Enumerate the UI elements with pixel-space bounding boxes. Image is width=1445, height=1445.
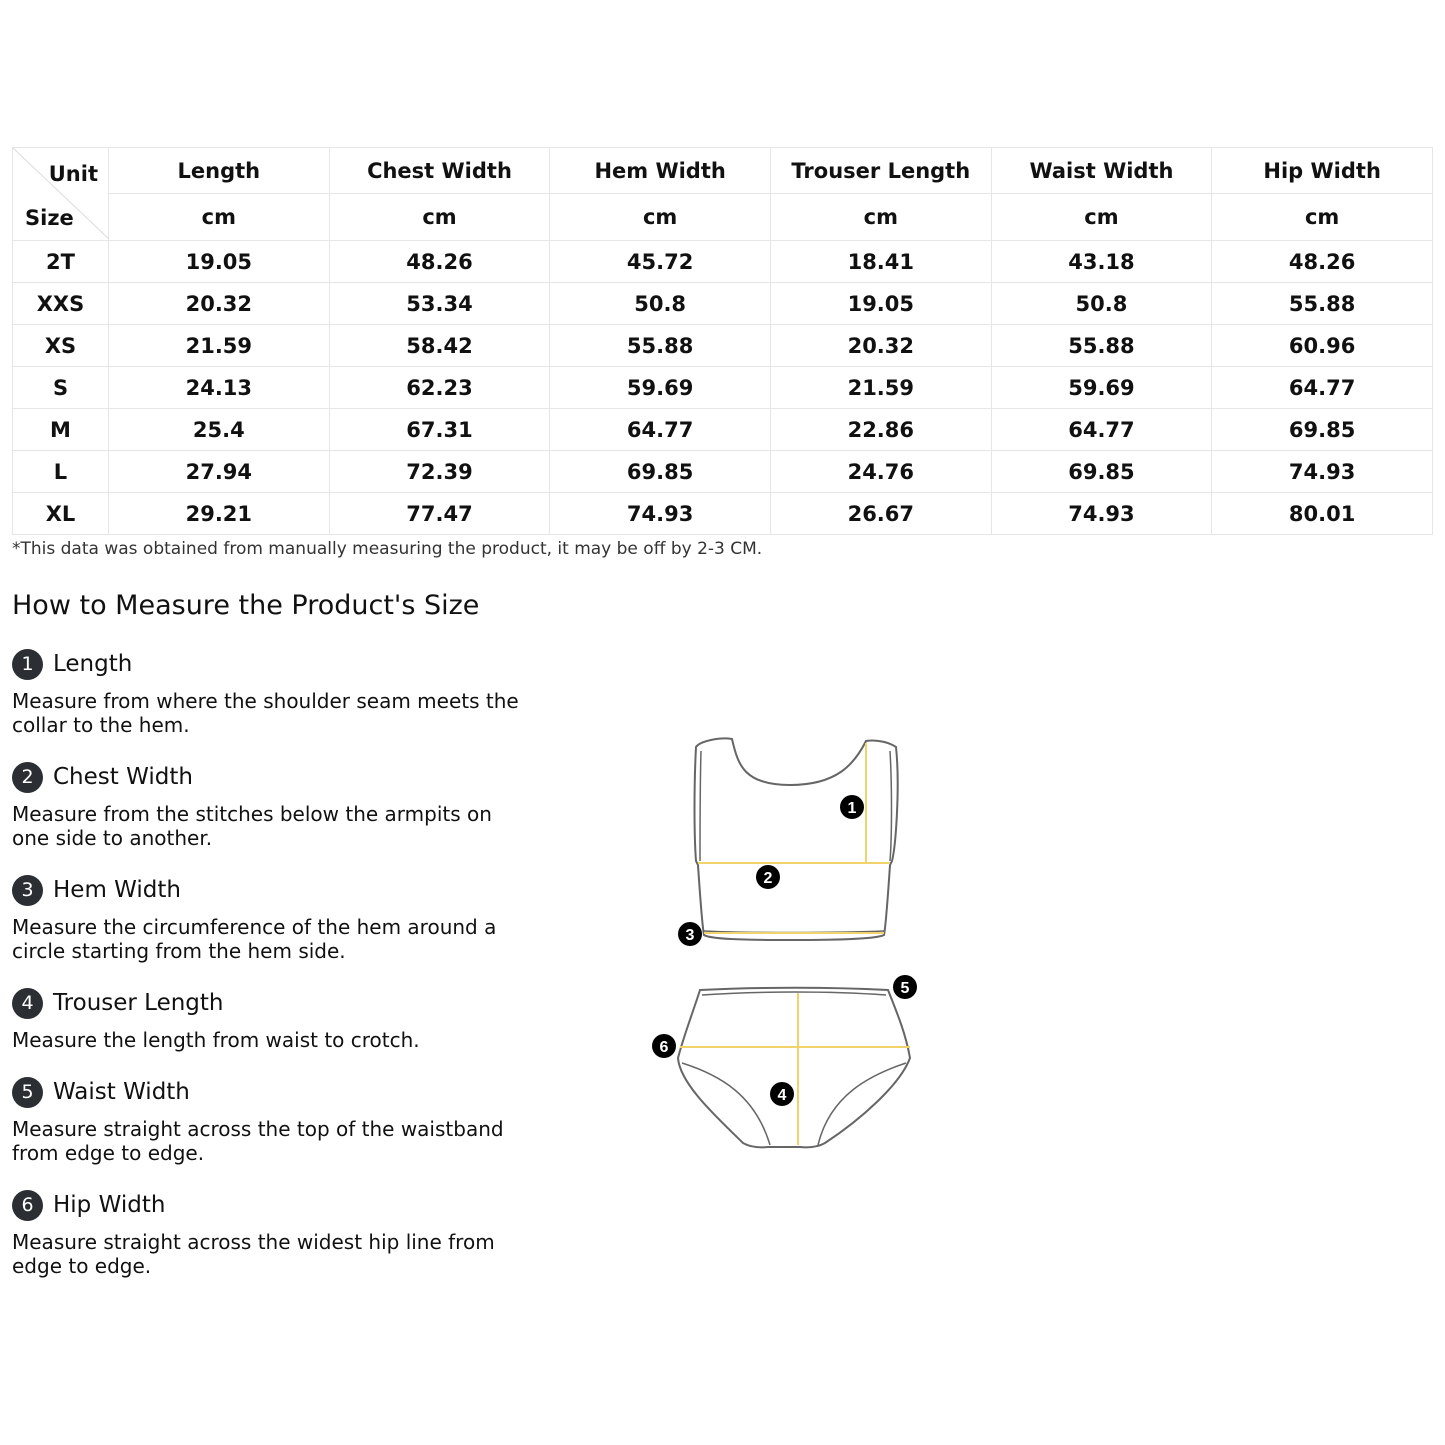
step-number-badge: 2 xyxy=(12,762,43,793)
value-cell: 25.4 xyxy=(109,409,330,451)
value-cell: 69.85 xyxy=(991,451,1212,493)
size-cell: L xyxy=(13,451,109,493)
value-cell: 29.21 xyxy=(109,493,330,535)
step-description: Measure from the stitches below the armpits on one side to another. xyxy=(12,802,492,850)
step-header xyxy=(12,873,532,907)
step-description: Measure straight across the top of the waistband from edge to edge. xyxy=(12,1117,504,1165)
step-title: Chest Width xyxy=(53,764,193,790)
table-row xyxy=(13,241,1433,283)
step-title: Hip Width xyxy=(53,1192,166,1218)
step-number-badge: 6 xyxy=(12,1190,43,1221)
unit-cell: cm xyxy=(550,194,771,241)
marker-6 xyxy=(652,1034,676,1058)
svg-text:3: 3 xyxy=(685,927,695,944)
step-description: Measure straight across the widest hip line from edge to edge. xyxy=(12,1230,495,1278)
step-header xyxy=(12,647,532,681)
value-cell: 22.86 xyxy=(770,409,991,451)
value-cell: 55.88 xyxy=(991,325,1212,367)
column-header: Waist Width xyxy=(991,148,1212,194)
marker-2 xyxy=(756,865,780,889)
measure-step xyxy=(12,647,532,737)
table-body xyxy=(13,241,1433,535)
step-header xyxy=(12,1075,532,1109)
column-header: Hip Width xyxy=(1212,148,1433,194)
value-cell: 53.34 xyxy=(329,283,550,325)
value-cell: 74.93 xyxy=(991,493,1212,535)
size-table xyxy=(12,147,1433,535)
step-number-badge: 4 xyxy=(12,988,43,1019)
unit-cell: cm xyxy=(1212,194,1433,241)
value-cell: 60.96 xyxy=(1212,325,1433,367)
column-header: Length xyxy=(109,148,330,194)
step-number-badge: 3 xyxy=(12,875,43,906)
value-cell: 77.47 xyxy=(329,493,550,535)
value-cell: 55.88 xyxy=(1212,283,1433,325)
value-cell: 50.8 xyxy=(991,283,1212,325)
value-cell: 45.72 xyxy=(550,241,771,283)
value-cell: 50.8 xyxy=(550,283,771,325)
value-cell: 43.18 xyxy=(991,241,1212,283)
value-cell: 19.05 xyxy=(770,283,991,325)
size-cell: M xyxy=(13,409,109,451)
step-title: Trouser Length xyxy=(53,990,224,1016)
value-cell: 19.05 xyxy=(109,241,330,283)
size-cell: S xyxy=(13,367,109,409)
table-row xyxy=(13,325,1433,367)
step-description: Measure from where the shoulder seam meets the collar to the hem. xyxy=(12,689,519,737)
step-title: Length xyxy=(53,651,133,677)
step-number-badge: 5 xyxy=(12,1077,43,1108)
value-cell: 20.32 xyxy=(770,325,991,367)
value-cell: 62.23 xyxy=(329,367,550,409)
value-cell: 24.76 xyxy=(770,451,991,493)
size-cell: XS xyxy=(13,325,109,367)
value-cell: 55.88 xyxy=(550,325,771,367)
garment-diagram xyxy=(640,725,930,1155)
column-header: Chest Width xyxy=(329,148,550,194)
table-corner-cell xyxy=(13,148,109,241)
value-cell: 69.85 xyxy=(1212,409,1433,451)
step-title: Waist Width xyxy=(53,1079,190,1105)
size-cell: XL xyxy=(13,493,109,535)
value-cell: 26.67 xyxy=(770,493,991,535)
marker-3 xyxy=(678,922,702,946)
step-header xyxy=(12,760,532,794)
svg-text:5: 5 xyxy=(900,980,910,997)
step-description: Measure the circumference of the hem around a circle starting from the hem side. xyxy=(12,915,497,963)
svg-text:1: 1 xyxy=(847,800,857,817)
corner-size-label: Size xyxy=(25,206,74,230)
marker-4 xyxy=(770,1082,794,1106)
step-title: Hem Width xyxy=(53,877,181,903)
value-cell: 74.93 xyxy=(1212,451,1433,493)
step-number-badge: 1 xyxy=(12,649,43,680)
column-header: Trouser Length xyxy=(770,148,991,194)
table-row xyxy=(13,409,1433,451)
corner-unit-label: Unit xyxy=(48,162,98,186)
marker-5 xyxy=(893,975,917,999)
table-row xyxy=(13,493,1433,535)
unit-cell: cm xyxy=(109,194,330,241)
measurement-note: *This data was obtained from manually measuring the product, it may be off by 2-3 CM. xyxy=(12,539,763,559)
table-row xyxy=(13,283,1433,325)
value-cell: 21.59 xyxy=(770,367,991,409)
svg-text:4: 4 xyxy=(777,1087,787,1104)
unit-cell: cm xyxy=(329,194,550,241)
measure-step xyxy=(12,873,532,963)
step-header xyxy=(12,986,532,1020)
value-cell: 48.26 xyxy=(1212,241,1433,283)
step-header xyxy=(12,1188,532,1222)
value-cell: 74.93 xyxy=(550,493,771,535)
unit-cell: cm xyxy=(991,194,1212,241)
value-cell: 72.39 xyxy=(329,451,550,493)
value-cell: 21.59 xyxy=(109,325,330,367)
measure-step xyxy=(12,1188,532,1278)
how-to-measure-title: How to Measure the Product's Size xyxy=(12,590,480,621)
value-cell: 48.26 xyxy=(329,241,550,283)
column-header: Hem Width xyxy=(550,148,771,194)
value-cell: 69.85 xyxy=(550,451,771,493)
unit-cell: cm xyxy=(770,194,991,241)
value-cell: 80.01 xyxy=(1212,493,1433,535)
svg-text:6: 6 xyxy=(659,1039,669,1056)
measure-step xyxy=(12,986,532,1052)
size-cell: 2T xyxy=(13,241,109,283)
measure-step xyxy=(12,1075,532,1165)
bottom-garment-outline xyxy=(678,988,910,1148)
measure-step xyxy=(12,760,532,850)
value-cell: 20.32 xyxy=(109,283,330,325)
value-cell: 64.77 xyxy=(1212,367,1433,409)
step-description: Measure the length from waist to crotch. xyxy=(12,1028,420,1052)
value-cell: 58.42 xyxy=(329,325,550,367)
top-garment-outline xyxy=(695,738,898,940)
marker-1 xyxy=(840,795,864,819)
table-row xyxy=(13,367,1433,409)
value-cell: 18.41 xyxy=(770,241,991,283)
value-cell: 64.77 xyxy=(991,409,1212,451)
table-row xyxy=(13,451,1433,493)
value-cell: 24.13 xyxy=(109,367,330,409)
svg-text:2: 2 xyxy=(763,870,773,887)
value-cell: 59.69 xyxy=(550,367,771,409)
value-cell: 27.94 xyxy=(109,451,330,493)
value-cell: 59.69 xyxy=(991,367,1212,409)
value-cell: 64.77 xyxy=(550,409,771,451)
value-cell: 67.31 xyxy=(329,409,550,451)
size-cell: XXS xyxy=(13,283,109,325)
